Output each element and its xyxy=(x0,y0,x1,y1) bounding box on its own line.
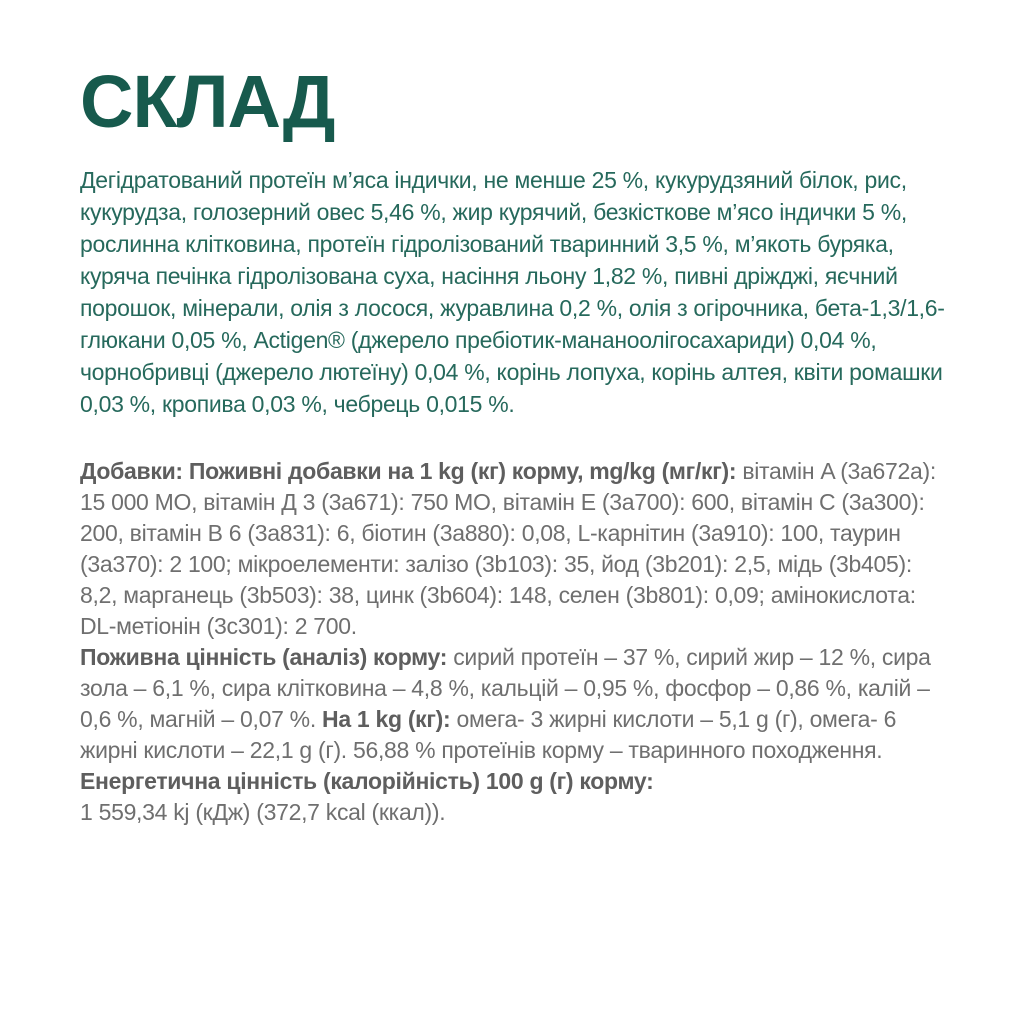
energy-label: Енергетична цінність (калорійність) 100 g (г) корму: xyxy=(80,768,654,794)
composition-paragraph: Дегідратований протеїн м’яса індички, не менше 25 %, кукурудзяний білок, рис, кукурудза, голозерний овес 5,46 %, жир курячий, безкісткове м’ясо індички 5 %, рослинна клітковина, протеїн гідролізований тваринний 3,5 %, м’якоть буряка, куряча печінка гідролізована суха, насіння льону 1,82 %, пивні дріжджі, яєчний порошок, мінерали, олія з лосося, журавлина 0,2 %, олія з огірочника, бета-1,3/1,6-глюкани 0,05 %, Actigen® (джерело пребіотик-мананоолігосахариди) 0,04 %, чорнобривці (джерело лютеїну) 0,04 %, корінь лопуха, корінь алтея, квіти ромашки 0,03 %, кропива 0,03 %, чебрець 0,015 %. xyxy=(80,167,945,417)
nutrition-label: Поживна цінність (аналіз) корму: xyxy=(80,644,448,670)
energy-value: 1 559,34 kj (кДж) (372,7 kcal (ккал)). xyxy=(80,799,446,825)
nutrition-text-part2: омега- 3 жирні кислоти – 5,1 g (г), омега- 6 жирні кислоти – 22,1 g (г). 56,88 % протеїнів корму – тваринного походження. xyxy=(80,706,897,763)
page-title: СКЛАД xyxy=(80,60,335,143)
nutrition-per-kg-label: На 1 kg (кг): xyxy=(322,706,451,732)
nutrition-text-part1: сирий протеїн – 37 %, сирий жир – 12 %, сира зола – 6,1 %, сира клітковина – 4,8 %, кальцій – 0,95 %, фосфор – 0,86 %, калій – 0,6 %, магній – 0,07 %. xyxy=(80,644,931,732)
nutrition-paragraph xyxy=(80,642,952,766)
energy-paragraph-label xyxy=(80,766,952,797)
additives-label: Добавки: Поживні добавки на 1 kg (кг) корму, mg/kg (мг/кг): xyxy=(80,458,737,484)
details-block xyxy=(80,456,952,828)
additives-text: вітамін A (3a672a): 15 000 МО, вітамін Д 3 (3a671): 750 МО, вітамін E (3a700): 600, вітамін C (3a300): 200, вітамін B 6 (3a831): 6, біотин (3a880): 0,08, L-карнітин (3a910): 100, таурин (3a370): 2 100; мікроелементи: залізо (3b103): 35, йод (3b201): 2,5, мідь (3b405): 8,2, марганець (3b503): 38, цинк (3b604): 148, селен (3b801): 0,09; амінокислота: DL-метіонін (3c301): 2 700. xyxy=(80,458,936,639)
additives-paragraph xyxy=(80,456,952,642)
